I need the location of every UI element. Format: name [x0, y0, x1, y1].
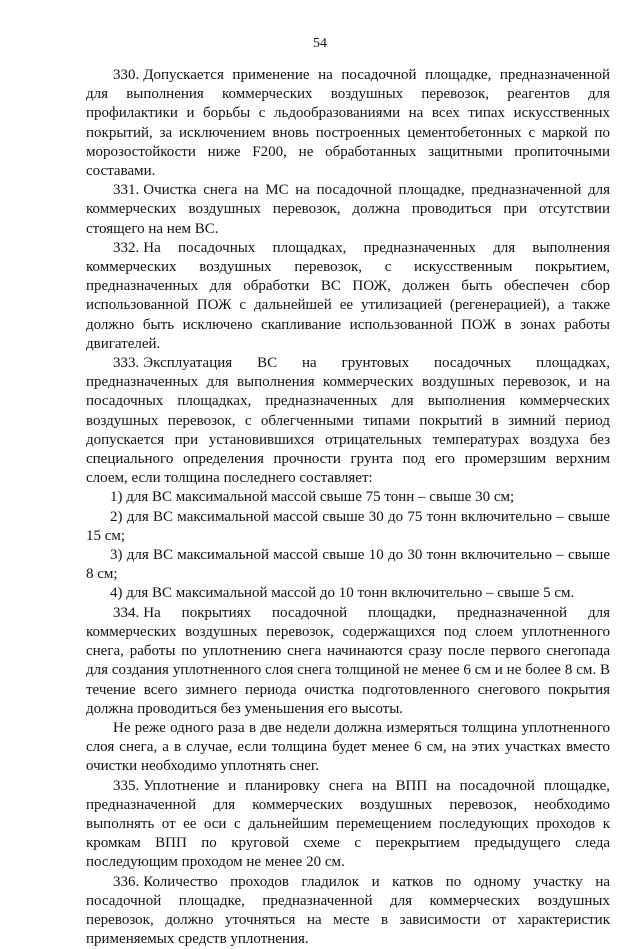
clause-number: 330. [113, 67, 140, 83]
clause-number: 336. [113, 873, 140, 890]
list-item-text: 2) для ВС максимальной массой свыше 30 до 75 тонн включительно – свыше 15 см; [86, 508, 610, 544]
list-item-2 [86, 508, 610, 546]
paragraph-text: Очистка снега на МС на посадочной площадке, предназначенной для коммерческих воздушных перевозок, должна проводиться при отсутствии стоящего на нем ВС. [86, 182, 610, 237]
list-item-1 [86, 488, 610, 507]
document-body [86, 66, 610, 949]
clause-number: 333. [113, 355, 140, 372]
clause-number: 331. [113, 182, 140, 199]
list-item-3 [86, 546, 610, 584]
paragraph-text: Уплотнение и планировку снега на ВПП на посадочной площадке, предназначенной для коммерческих воздушных перевозок, необходимо выполнять от ее оси с дальнейшим перемещением последующих проходов к кромкам ВПП по круговой схеме с перекрытием предыдущего следа последующим проходом не менее 20 см. [86, 777, 610, 871]
paragraph-336 [86, 873, 610, 949]
paragraph-333 [86, 354, 610, 488]
list-item-text: 1) для ВС максимальной массой свыше 75 тонн – свыше 30 см; [110, 489, 515, 506]
paragraph-text: На покрытиях посадочной площадки, предназначенной для коммерческих воздушных перевозок, содержащихся под слоем уплотненного снега, работы по уплотнению снега начинаются сразу после первого снегопада для создания уплотненного слоя снега толщиной не менее 6 см и не более 8 см. В течение всего зимнего периода очистка подготовленного снегового покрытия должна проводиться без уменьшения его высоты. [86, 604, 610, 717]
paragraph-334-continued [86, 719, 610, 777]
page-number: 54 [313, 36, 327, 51]
paragraph-text: Не реже одного раза в две недели должна измеряться толщина уплотненного слоя снега, а в случае, если толщина будет менее 6 см, на этих участках вместо очистки необходимо уплотнять снег. [86, 719, 610, 775]
paragraph-331 [86, 181, 610, 239]
paragraph-334 [86, 604, 610, 719]
paragraph-text: Допускается применение на посадочной площадке, предназначенной для выполнения коммерческих воздушных перевозок, реагентов для профилактики и борьбы с льдообразованиями на всех типах искусственных покрытий, за исключением вновь построенных цементобетонных с маркой по морозостойкости ниже F200, не обработанных защитными пропиточными составами. [86, 67, 610, 180]
clause-number: 335. [113, 777, 140, 794]
clause-number: 334. [113, 604, 140, 621]
paragraph-text: Эксплуатация ВС на грунтовых посадочных площадках, предназначенных для выполнения коммерческих воздушных перевозок, и на посадочных площадках, предназначенных для выполнения коммерческих воздушных перевозок, с облегченными типами покрытий в зимний период допускается при установившихся отрицательных температурах воздуха без специального определения прочности грунта под его промерзшим верхним слоем, если толщина последнего составляет: [86, 355, 610, 487]
paragraph-330 [86, 66, 610, 181]
clause-number: 332. [113, 239, 140, 256]
paragraph-text: На посадочных площадках, предназначенных для выполнения коммерческих воздушных перевозок, с искусственным покрытием, предназначенных для обработки ВС ПОЖ, должен быть обеспечен сбор использованной ПОЖ с дальнейшей ее утилизацией (регенерацией), а также должно быть исключено скапливание использованной ПОЖ в зонах работы двигателей. [86, 239, 610, 352]
list-item-4 [86, 584, 610, 603]
paragraph-335 [86, 777, 610, 873]
list-item-text: 3) для ВС максимальной массой свыше 10 до 30 тонн включительно – свыше 8 см; [86, 547, 610, 583]
list-item-text: 4) для ВС максимальной массой до 10 тонн включительно – свыше 5 см. [110, 585, 575, 602]
paragraph-332 [86, 239, 610, 354]
paragraph-text: Количество проходов гладилок и катков по одному участку на посадочной площадке, предназначенной для коммерческих воздушных перевозок, должно уточняться на месте в зависимости от характеристик применяемых средств уплотнения. [86, 873, 610, 948]
